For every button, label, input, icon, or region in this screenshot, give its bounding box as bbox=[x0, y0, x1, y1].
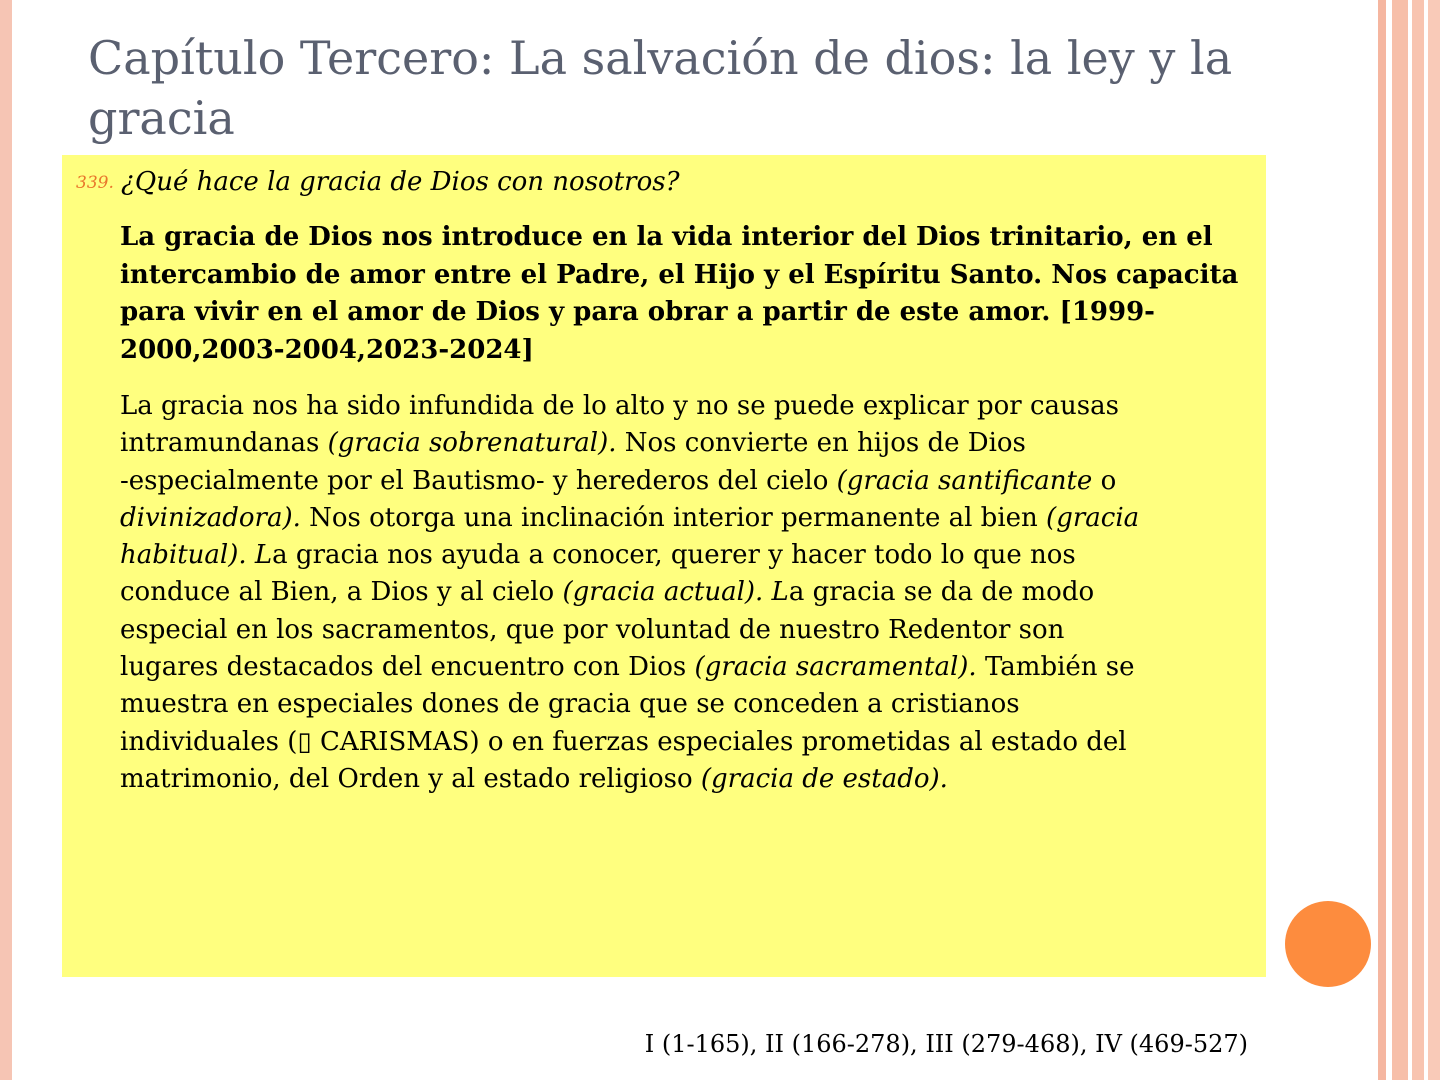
explanation-line bbox=[120, 724, 1260, 761]
explanation-line bbox=[120, 612, 1260, 649]
explanation-line bbox=[120, 500, 1260, 537]
explanation-run: -especialmente por el Bautismo- y herederos del cielo bbox=[120, 465, 837, 496]
content-box bbox=[62, 155, 1266, 977]
accent-circle bbox=[1285, 901, 1371, 987]
question-text: ¿Qué hace la gracia de Dios con nosotros? bbox=[120, 167, 680, 197]
explanation-run: lugares destacados del encuentro con Dios bbox=[120, 652, 695, 683]
explanation-line bbox=[120, 537, 1260, 574]
explanation-run: a gracia nos ayuda a conocer, querer y hacer todo lo que nos bbox=[272, 540, 1076, 571]
explanation-run: muestra en especiales dones de gracia que se conceden a cristianos bbox=[120, 689, 1020, 720]
right-decorative-stripes bbox=[1378, 0, 1440, 1080]
slide-title: Capítulo Tercero: La salvación de dios: la ley y la gracia bbox=[88, 31, 1233, 145]
explanation-run: matrimonio, del Orden y al estado religioso bbox=[120, 763, 701, 794]
explanation-run: conduce al Bien, a Dios y al cielo bbox=[120, 577, 563, 608]
explanation-italic-run: (gracia sacramental). bbox=[694, 652, 977, 683]
question-line bbox=[76, 167, 680, 197]
explanation-line bbox=[120, 463, 1260, 500]
explanation-italic-run: (gracia sobrenatural). bbox=[327, 428, 617, 459]
explanation-run: individuales (▯ CARISMAS) o en fuerzas especiales prometidas al estado del bbox=[120, 726, 1127, 757]
explanation-line bbox=[120, 761, 1260, 798]
explanation-line bbox=[120, 388, 1260, 425]
explanation-run: Nos otorga una inclinación interior permanente al bien bbox=[300, 502, 1047, 533]
explanation-run: especial en los sacramentos, que por voluntad de nuestro Redentor son bbox=[120, 614, 1065, 645]
explanation-run: a gracia se da de modo bbox=[788, 577, 1095, 608]
explanation-run: o bbox=[1092, 465, 1117, 496]
explanation-italic-run: divinizadora). bbox=[120, 502, 301, 533]
explanation-italic-run: (gracia actual). L bbox=[562, 577, 789, 608]
explanation-line bbox=[120, 425, 1260, 462]
explanation-line bbox=[120, 574, 1260, 611]
explanation-text bbox=[120, 388, 1260, 798]
explanation-run: La gracia nos ha sido infundida de lo alto y no se puede explicar por causas bbox=[120, 391, 1119, 421]
question-number: 339. bbox=[76, 173, 114, 193]
explanation-run: intramundanas bbox=[120, 428, 328, 459]
explanation-line bbox=[120, 649, 1260, 686]
left-decorative-bar bbox=[0, 0, 12, 1080]
explanation-line bbox=[120, 686, 1260, 723]
explanation-run: También se bbox=[976, 652, 1135, 683]
explanation-italic-run: habitual). L bbox=[120, 540, 273, 571]
explanation-italic-run: (gracia bbox=[1046, 502, 1140, 533]
explanation-italic-run: (gracia santificante bbox=[836, 465, 1093, 496]
explanation-italic-run: (gracia de estado). bbox=[700, 763, 948, 794]
answer-text: La gracia de Dios nos introduce en la vida interior del Dios trinitario, en el intercambio de amor entre el Padre, el Hijo y el Espíritu Santo. Nos capacita para vivir en el amor de Dios y para obrar a partir de este amor. [1999-2000,2003-2004,2023-2024] bbox=[120, 222, 1239, 365]
explanation-run: Nos convierte en hijos de Dios bbox=[616, 428, 1026, 459]
footer-section-ranges: I (1-165), II (166-278), III (279-468), IV (469-527) bbox=[644, 1030, 1248, 1058]
